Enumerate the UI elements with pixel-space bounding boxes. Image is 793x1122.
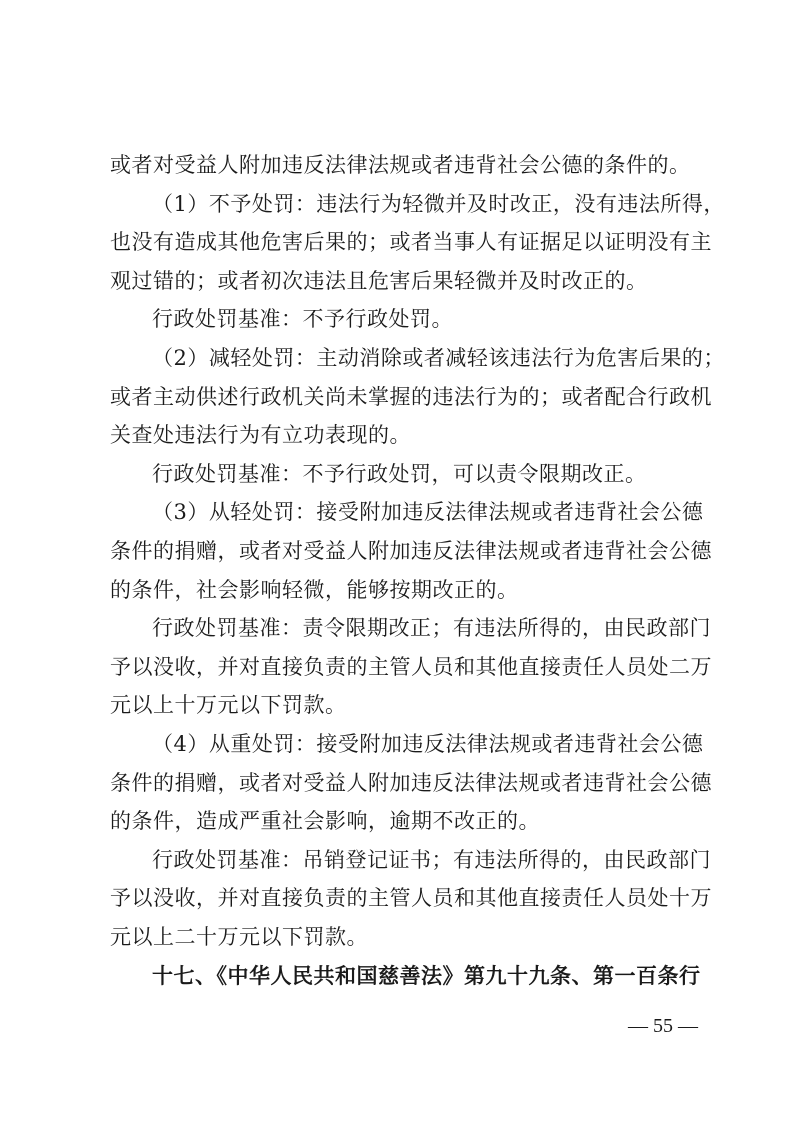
text-line: 行政处罚基准：不予行政处罚。 [152, 307, 453, 331]
text-line: 元以上二十万元以下罚款。 [110, 925, 368, 949]
text-line: 元以上十万元以下罚款。 [110, 693, 347, 717]
text-line: 关查处违法行为有立功表现的。 [110, 423, 411, 447]
text-line: （3）从轻处罚：接受附加违反法律法规或者违背社会公德 [152, 500, 704, 524]
text-line: 条件的捐赠，或者对受益人附加违反法律法规或者违背社会公德 [110, 539, 712, 563]
text-line: 或者主动供述行政机关尚未掌握的违法行为的；或者配合行政机 [110, 385, 712, 409]
text-line: 行政处罚基准：不予行政处罚，可以责令限期改正。 [152, 462, 647, 486]
text-line: 也没有造成其他危害后果的；或者当事人有证据足以证明没有主 [110, 230, 712, 254]
text-line: 或者对受益人附加违反法律法规或者违背社会公德的条件的。 [110, 153, 691, 177]
text-line: 行政处罚基准：责令限期改正；有违法所得的，由民政部门 [152, 616, 711, 640]
text-line: 予以没收，并对直接负责的主管人员和其他直接责任人员处二万 [110, 655, 712, 679]
text-line: （4）从重处罚：接受附加违反法律法规或者违背社会公德 [152, 732, 704, 756]
text-line: 条件的捐赠，或者对受益人附加违反法律法规或者违背社会公德 [110, 771, 712, 795]
text-line: 观过错的；或者初次违法且危害后果轻微并及时改正的。 [110, 269, 648, 293]
text-line: 予以没收，并对直接负责的主管人员和其他直接责任人员处十万 [110, 886, 712, 910]
section-heading: 十七、《中华人民共和国慈善法》第九十九条、第一百条行 [152, 964, 701, 988]
text-line: 行政处罚基准：吊销登记证书；有违法所得的，由民政部门 [152, 848, 711, 872]
page-number: — 55 — [628, 1015, 698, 1037]
text-line: 的条件，社会影响轻微，能够按期改正的。 [110, 578, 519, 602]
text-line: （2）减轻处罚：主动消除或者减轻该违法行为危害后果的； [152, 346, 725, 370]
text-line: 的条件，造成严重社会影响，逾期不改正的。 [110, 809, 540, 833]
text-line: （1）不予处罚：违法行为轻微并及时改正，没有违法所得， [152, 192, 725, 216]
